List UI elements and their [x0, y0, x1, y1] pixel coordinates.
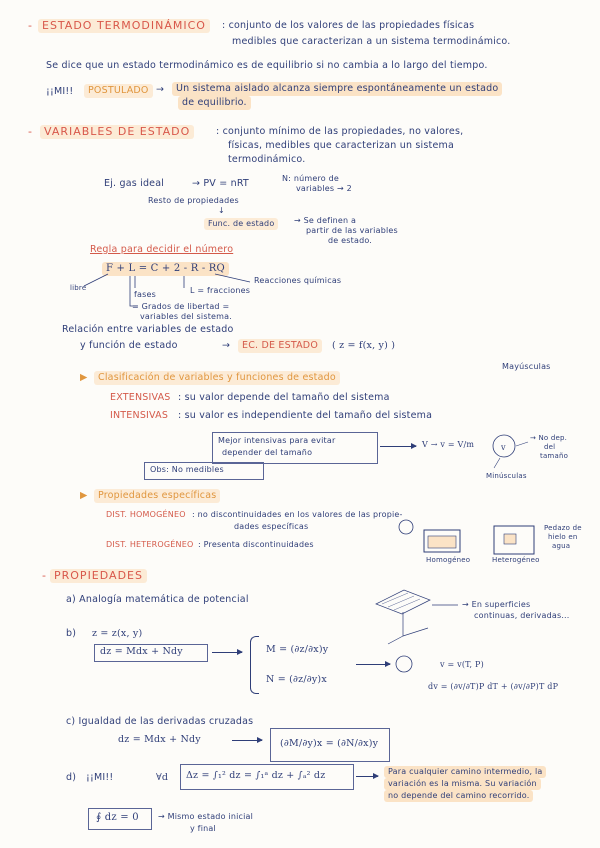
- reacciones-note: Reacciones químicas: [254, 276, 342, 285]
- diagram-equation: V → v = V/m: [422, 440, 475, 449]
- prop-d-note-line1: Para cualquier camino intermedio, la: [384, 766, 546, 778]
- prop-d-forall: ∀d: [156, 772, 169, 783]
- clasif-bullet: ▶: [80, 372, 88, 383]
- propiedades-heading: PROPIEDADES: [50, 569, 147, 583]
- ejemplo-equation: → PV = nRT: [192, 178, 249, 189]
- prop-b-function: z = z(x, y): [92, 628, 143, 639]
- prop-b-dv: dv = (∂v/∂T)P dT + (∂v/∂P)T dP: [428, 682, 559, 691]
- relacion-line2: y función de estado: [80, 340, 178, 351]
- intensivas-label: INTENSIVAS: [110, 410, 169, 421]
- homogeneo-text-line1: : no discontinuidades en los valores de las propie-: [192, 510, 403, 519]
- hielo-note-line1: Pedazo de: [544, 524, 582, 532]
- prop-b-example: v = v(T, P): [440, 660, 484, 669]
- ec-estado-label: EC. DE ESTADO: [238, 339, 322, 353]
- postulado-text-line2: de equilibrio.: [178, 96, 251, 110]
- prop-esp-bullet: ▶: [80, 490, 88, 501]
- variables-def-line1: : conjunto mínimo de las propiedades, no valores,: [216, 126, 464, 137]
- postulado-arrow: →: [156, 84, 165, 95]
- section-marker: -: [28, 125, 33, 138]
- grados-line1: = Grados de libertad =: [132, 302, 230, 311]
- intensivas-text: : su valor es independiente del tamaño del sistema: [178, 410, 433, 421]
- ejemplo-label: Ej. gas ideal: [104, 178, 165, 189]
- variables-def-line2: físicas, medibles que caracterizan un sistema: [228, 140, 454, 151]
- estado-def-line2: medibles que caracterizan a un sistema termodinámico.: [232, 36, 511, 47]
- intensivas-box-line1: Mejor intensivas para evitar: [218, 436, 336, 445]
- diagram-note-line1: → No dep.: [530, 434, 568, 442]
- intensivas-box-line2: depender del tamaño: [222, 448, 313, 457]
- prop-e-note-line1: → Mismo estado inicial: [158, 812, 254, 821]
- funcion-estado: Func. de estado: [204, 218, 278, 230]
- diagram-note-line3: tamaño: [540, 452, 569, 460]
- prop-c-equation: (∂M/∂y)x = (∂N/∂x)y: [280, 738, 379, 749]
- ec-estado-equation: ( z = f(x, y) ): [332, 340, 396, 351]
- estado-termodinamico-heading: ESTADO TERMODINÁMICO: [38, 19, 210, 33]
- relacion-arrow: →: [222, 340, 231, 351]
- homogeneo-label: DIST. HOMOGÉNEO: [106, 510, 186, 519]
- minusculas-note: Minúsculas: [486, 472, 527, 480]
- clasif-title: Clasificación de variables y funciones de estado: [94, 371, 340, 385]
- section-marker: -: [42, 569, 47, 582]
- prop-esp-title: Propiedades específicas: [94, 489, 220, 503]
- mi-note: ¡¡MI!!: [46, 86, 74, 97]
- libre-label: libre: [70, 284, 87, 292]
- equilibrio-line: Se dice que un estado termodinámico es de equilibrio si no cambia a lo largo del tiempo.: [46, 60, 488, 71]
- heterogeneo-caption: Heterogéneo: [492, 556, 540, 564]
- heterogeneo-label: DIST. HETEROGÉNEO: [106, 540, 194, 549]
- fracciones-note: L = fracciones: [190, 286, 251, 295]
- prop-a-note-line2: continuas, derivadas...: [474, 611, 570, 620]
- ejemplo-count-line2: variables → 2: [296, 184, 352, 193]
- hielo-note-line3: agua: [552, 542, 571, 550]
- arrow-icon: [356, 776, 378, 777]
- fases-note: fases: [134, 290, 156, 299]
- relacion-line1: Relación entre variables de estado: [62, 324, 234, 335]
- obs-text: Obs: No medibles: [150, 465, 224, 474]
- prop-c: c) Igualdad de las derivadas cruzadas: [66, 716, 254, 727]
- diagram-note-line2: del: [544, 443, 556, 451]
- extensivas-text: : su valor depende del tamaño del sistema: [178, 392, 390, 403]
- func-note-line1: → Se definen a: [294, 216, 357, 225]
- postulado-label: POSTULADO: [84, 84, 153, 98]
- homogeneo-caption: Homogéneo: [426, 556, 471, 564]
- regla-title: Regla para decidir el número: [90, 244, 234, 255]
- heterogeneo-text: : Presenta discontinuidades: [198, 540, 314, 549]
- prop-c-differential: dz = Mdx + Ndy: [118, 734, 201, 745]
- mayusculas-note: Mayúsculas: [502, 362, 551, 371]
- prop-d-mi: ¡¡MI!!: [86, 772, 114, 783]
- prop-a-note-line1: → En superficies: [462, 600, 531, 609]
- regla-formula: F + L = C + 2 - R - RQ: [102, 262, 229, 276]
- svg-text:v: v: [501, 443, 506, 452]
- arrow-icon: [232, 740, 262, 741]
- postulado-text-line1: Un sistema aislado alcanza siempre espontáneamente un estado: [172, 82, 502, 96]
- prop-d-label: d): [66, 772, 77, 783]
- estado-def-line1: : conjunto de los valores de las propiedades físicas: [222, 20, 475, 31]
- prop-b-M: M = (∂z/∂x)y: [266, 644, 329, 655]
- func-note-line2: partir de las variables: [306, 226, 398, 235]
- prop-b-N: N = (∂z/∂y)x: [266, 674, 327, 685]
- hielo-note-line2: hielo en: [548, 533, 578, 541]
- variables-estado-heading: VARIABLES DE ESTADO: [40, 125, 194, 139]
- prop-e-equation: ∮ dz = 0: [96, 812, 139, 823]
- down-arrow-icon: ↓: [218, 206, 225, 215]
- prop-a: a) Analogía matemática de potencial: [66, 594, 249, 605]
- grados-line2: variables del sistema.: [140, 312, 233, 321]
- prop-d-note-line2: variación es la misma. Su variación: [384, 778, 541, 790]
- prop-d-note-line3: no depende del camino recorrido.: [384, 790, 533, 802]
- section-marker: -: [28, 19, 33, 32]
- homogeneo-text-line2: dades específicas: [234, 522, 309, 531]
- variables-def-line3: termodinámico.: [228, 154, 306, 165]
- extensivas-label: EXTENSIVAS: [110, 392, 171, 403]
- prop-e-note-line2: y final: [190, 824, 216, 833]
- resto-propiedades: Resto de propiedades: [148, 196, 239, 205]
- prop-b-label: b): [66, 628, 77, 639]
- prop-d-equation: Δz = ∫₁² dz = ∫₁ᵃ dz + ∫ₐ² dz: [186, 770, 326, 781]
- ejemplo-count-line1: N: número de: [282, 174, 340, 183]
- func-note-line3: de estado.: [328, 236, 373, 245]
- prop-b-differential: dz = Mdx + Ndy: [100, 646, 183, 657]
